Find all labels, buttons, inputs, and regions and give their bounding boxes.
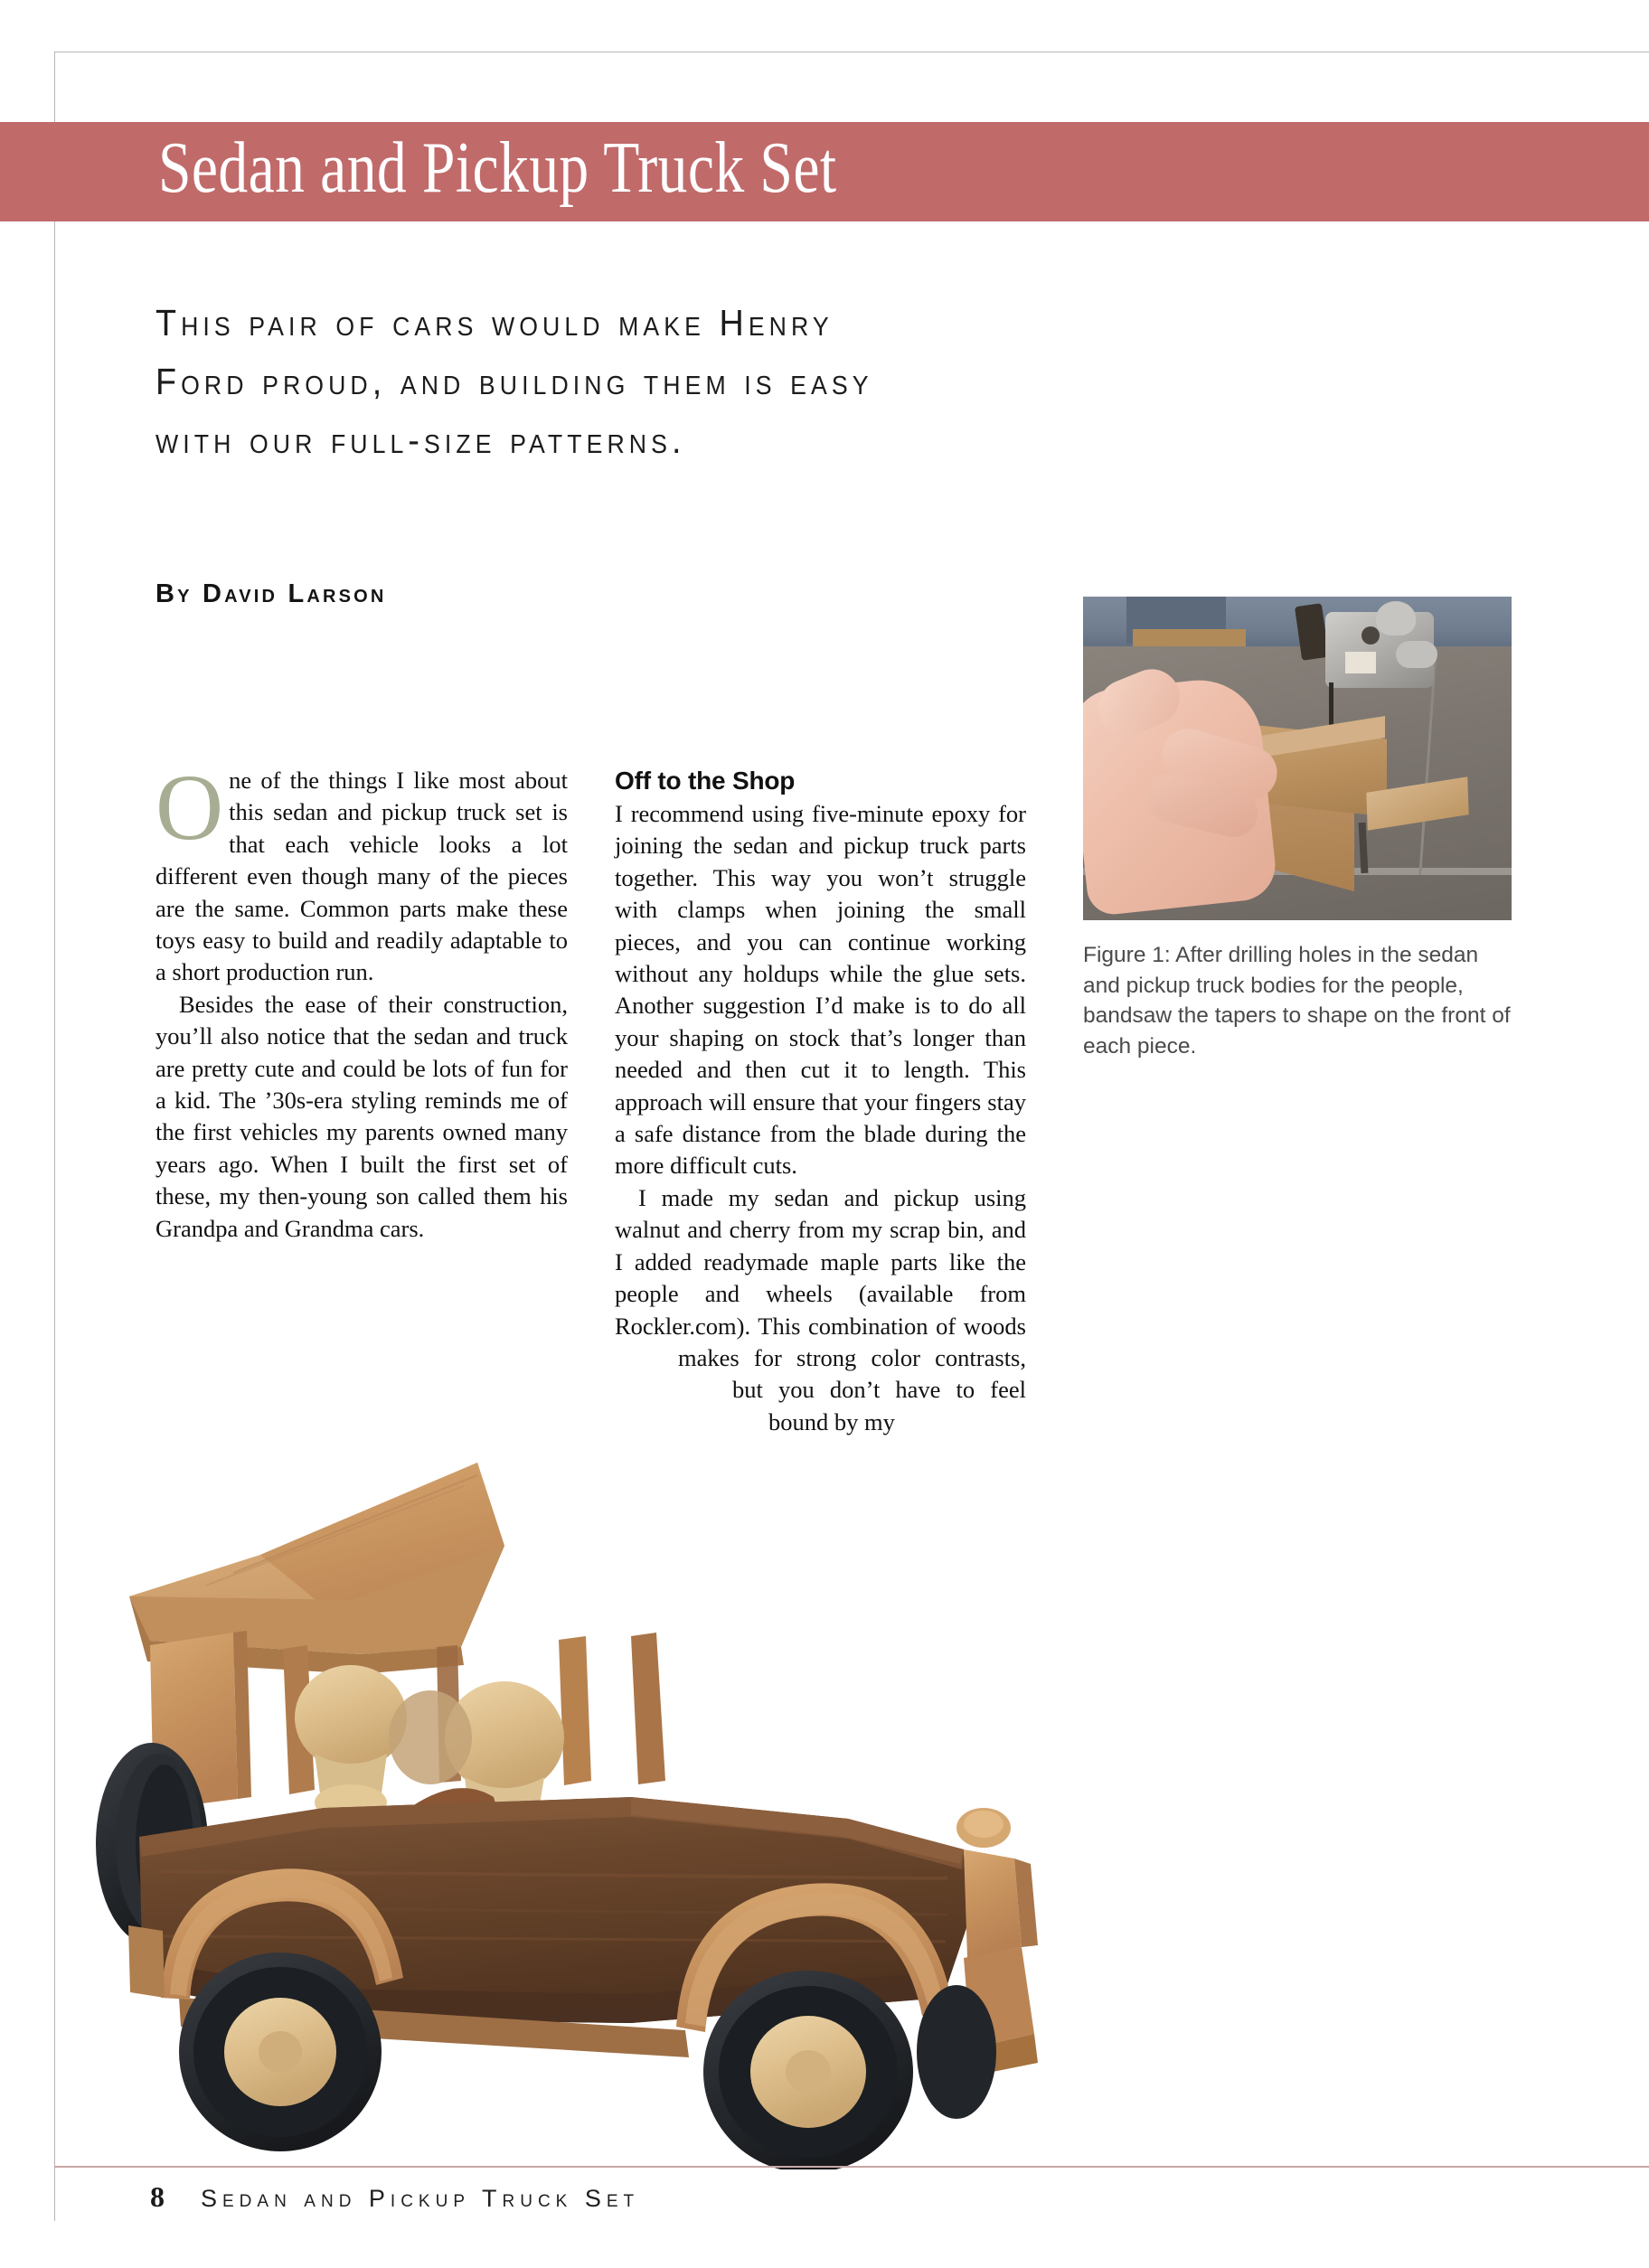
title-banner [0,122,1649,221]
page-number: 8 [150,2180,165,2213]
figure-1-photo [1083,597,1512,920]
car-grille [956,1808,1038,1958]
guide-bracket [1295,603,1329,661]
car-far-front-wheel [917,1985,996,2119]
toy-sedan-photo [52,1419,1092,2169]
page-footer [150,2180,639,2214]
guide-bolt [1362,626,1380,645]
paragraph-text: Besides the ease of their construction, you’ll also notice that the sedan and truck are pretty cute and could be lots of fun for a kid. The ’30s-era styling reminds me of the first vehicles my parents owned many years ago. When I built the first set of these, my then-young son called them his Grandpa and Grandma cars. [155,990,568,1242]
figure-1-caption: Figure 1: After drilling holes in the sedan and pickup truck bodies for the people, bandsaw the tapers to shape on the front of each piece. [1083,943,1511,1059]
article-byline: By David Larson [155,579,387,608]
paragraph-text: ne of the things I like most about this sedan and pickup truck set is that each vehicle looks a lot different even though many of the pieces are the same. Common parts make these toys easy to build and readily adaptable to a short production run. [155,767,568,986]
drop-cap: O [155,756,224,860]
deck-line-2: Ford proud, and building them is easy [155,361,873,402]
paragraph-text: I recommend using five-minute epoxy for joining the sedan and pickup truck parts together. This way you won’t struggle with clamps when joining the small pieces, and you can continue working without any holdups while the glue sets. Another suggestion I’d make is to do all your shaping on stock that’s longer than needed and then cut it to length. This approach will ensure that your fingers stay a safe distance from the blade during the more difficult cuts. [615,800,1026,1180]
car-platform-edge [128,1925,165,1998]
running-title: Sedan and Pickup Truck Set [201,2185,640,2212]
footer-rule [54,2166,1649,2168]
paragraph [155,756,568,989]
guide-knob-lower [1396,641,1437,668]
car-rear-wheel [179,1953,382,2151]
paragraph-text: I made my sedan and pickup using walnut and cherry from my scrap bin, and I added readymade maple parts like the people and wheels (available from Rockler.com). This combination of woods makes for strong color contrasts, but you don’t have to feel bound by my [615,1183,1026,1435]
deck-line-3: with our full-size patterns. [155,419,686,461]
deck-line-1: This pair of cars would make Henry [155,302,834,343]
paragraph [615,798,1026,1182]
paragraph [155,989,568,1245]
car-front-wheel [703,1971,913,2169]
guide-knob-upper [1376,601,1416,635]
article-title: Sedan and Pickup Truck Set [158,128,837,208]
body-column-1 [155,756,568,1245]
article-deck [155,294,1419,470]
section-subhead: Off to the Shop [615,767,796,795]
bandsaw-guide-head [1289,601,1448,699]
guide-label [1345,652,1376,673]
paragraph [615,1182,1026,1438]
